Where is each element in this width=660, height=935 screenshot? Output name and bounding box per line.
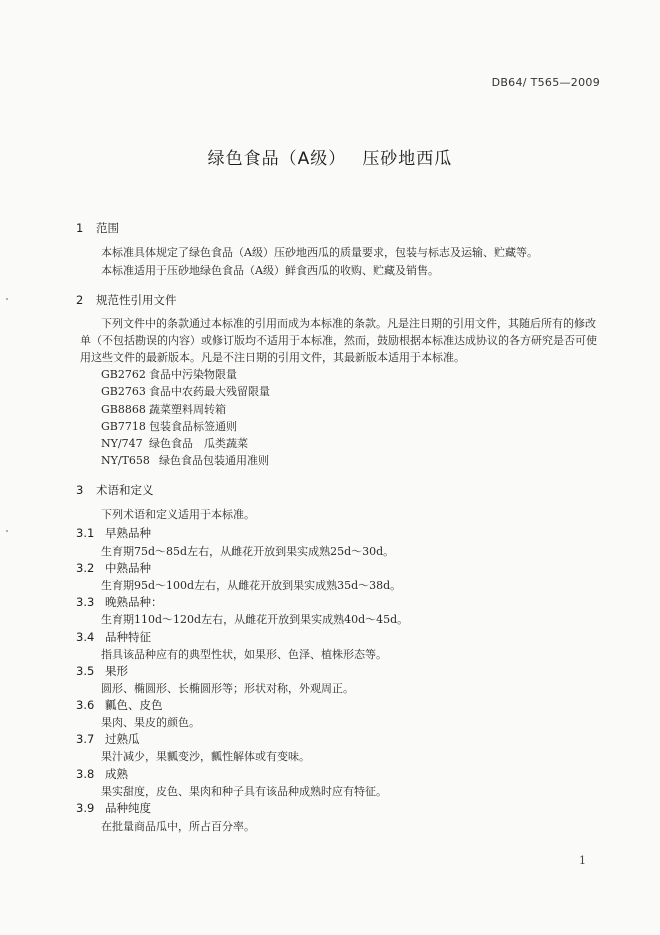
reference-title: 绿色食品 瓜类蔬菜 [149, 437, 248, 451]
term-number: 3.6 [76, 698, 95, 712]
reference-code: GB8868 [101, 402, 146, 416]
reference-title: 食品中污染物限量 [149, 368, 237, 381]
reference-code: NY/747 [101, 437, 143, 451]
term-definition: 指具该品种应有的典型性状，如果形、色泽、植株形态等。 [101, 648, 387, 661]
term-heading [76, 731, 140, 747]
term-number: 3.2 [76, 561, 95, 575]
term-definition: 在批量商品瓜中，所占百分率。 [101, 820, 255, 833]
reference-code: NY/T658 [101, 454, 150, 468]
reference-code: GB7718 [101, 419, 146, 433]
term-title: 果形 [105, 664, 128, 678]
section-title: 规范性引用文件 [96, 293, 177, 307]
term-number: 3.5 [76, 664, 95, 678]
normative-intro-paragraph: 下列文件中的条款通过本标准的引用而成为本标准的条款。凡是注日期的引用文件，其随后所有的修改单（不包括勘误的内容）或修订版均不适用于本标准，然而，鼓励根据本标准达成协议的各方研究是否可使用这些文件的最新版本。凡是不注日期的引用文件，其最新版本适用于本标准。 [80, 317, 597, 364]
term-definition: 生育期95d～100d左右，从雌花开放到果实成熟35d～38d。 [101, 579, 402, 592]
reference-code: GB2762 [101, 368, 146, 381]
section-3-heading [76, 482, 154, 498]
section-title: 范围 [96, 221, 119, 235]
section-title: 术语和定义 [96, 483, 154, 497]
document-title [0, 144, 660, 169]
term-definition: 果实甜度，皮色、果肉和种子具有该品种成熟时应有特征。 [101, 785, 387, 798]
term-title: 瓤色、皮色 [105, 698, 163, 712]
reference-item [101, 366, 270, 383]
standard-number: DB64/ T565—2009 [491, 76, 600, 89]
term-heading [76, 525, 151, 541]
term-definition: 果汁减少，果瓤变沙，瓤性解体或有变味。 [101, 750, 310, 763]
section-number: 2 [76, 293, 84, 307]
term-number: 3.7 [76, 732, 95, 746]
term-title: 过熟瓜 [105, 732, 140, 746]
terms-intro: 下列术语和定义适用于本标准。 [101, 508, 255, 521]
reference-title: 包装食品标签通则 [149, 419, 237, 433]
section-2-heading [76, 292, 177, 308]
reference-title: 食品中农药最大残留限量 [149, 385, 270, 399]
term-title: 品种特征 [105, 630, 151, 644]
term-heading [76, 663, 128, 679]
reference-code: GB2763 [101, 385, 146, 399]
reference-list [101, 366, 270, 470]
term-heading [76, 766, 128, 782]
term-number: 3.3 [76, 595, 95, 609]
section-number: 1 [76, 221, 84, 235]
reference-item [101, 401, 270, 418]
scan-mark [6, 530, 8, 532]
title-part-1: 绿色食品（A级） [207, 149, 347, 169]
term-number: 3.1 [76, 526, 95, 540]
term-title: 成熟 [105, 767, 128, 781]
term-heading [76, 800, 151, 816]
page-number: 1 [579, 854, 586, 867]
term-number: 3.8 [76, 767, 95, 781]
reference-item [101, 418, 270, 435]
term-number: 3.9 [76, 801, 95, 815]
term-heading [76, 629, 151, 645]
term-heading [76, 594, 163, 610]
term-definition: 生育期110d～120d左右，从雌花开放到果实成熟40d～45d。 [101, 613, 409, 626]
scope-paragraph-1: 本标准具体规定了绿色食品（A级）压砂地西瓜的质量要求，包装与标志及运输、贮藏等。 [101, 246, 538, 259]
scan-mark [6, 298, 8, 300]
reference-title: 蔬菜塑料周转箱 [149, 402, 226, 416]
term-heading [76, 697, 163, 713]
reference-item [101, 435, 270, 452]
term-definition: 果肉、果皮的颜色。 [101, 716, 200, 729]
term-title: 品种纯度 [105, 801, 151, 815]
reference-item [101, 383, 270, 400]
title-part-2: 压砂地西瓜 [362, 149, 453, 169]
scope-paragraph-2: 本标准适用于压砂地绿色食品（A级）鲜食西瓜的收购、贮藏及销售。 [101, 264, 439, 277]
reference-item [101, 452, 270, 469]
term-definition: 圆形、椭圆形、长椭圆形等；形状对称，外观周正。 [101, 682, 354, 695]
term-heading [76, 560, 151, 576]
term-number: 3.4 [76, 630, 95, 644]
reference-title: 绿色食品包装通用准则 [159, 454, 269, 468]
term-title: 中熟品种 [105, 561, 151, 575]
term-title: 晚熟品种： [105, 595, 163, 609]
term-definition: 生育期75d～85d左右，从雌花开放到果实成熟25d～30d。 [101, 545, 395, 558]
section-number: 3 [76, 483, 84, 497]
section-1-heading [76, 220, 119, 236]
term-title: 早熟品种 [105, 526, 151, 540]
